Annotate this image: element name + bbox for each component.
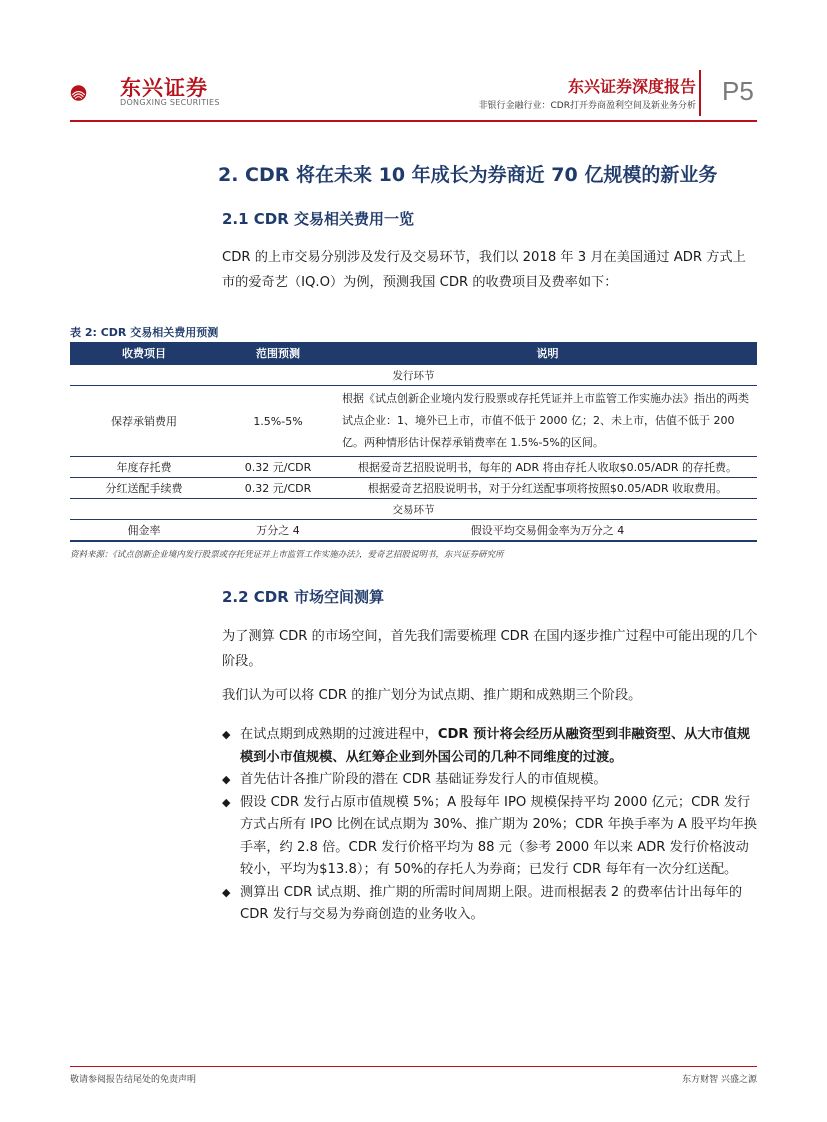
fee-range: 万分之 4 — [218, 520, 338, 542]
bullet-text: 在试点期到成熟期的过渡进程中， — [240, 727, 438, 742]
section-label-trade: 交易环节 — [70, 499, 757, 520]
fee-description: 根据爱奇艺招股说明书，每年的 ADR 将由存托人收取$0.05/ADR 的存托费。 — [338, 457, 757, 478]
table-caption: 表 2: CDR 交易相关费用预测 — [70, 326, 219, 339]
table-header-cell: 范围预测 — [218, 342, 338, 365]
fee-item: 佣金率 — [70, 520, 218, 542]
fee-description: 根据《试点创新企业境内发行股票或存托凭证并上市监管工作实施办法》指出的两类试点企业：1、境外已上市，市值不低于 2000 亿；2、未上市，估值不低于 200 亿。两种情形估计保荐承销费率在 1.5%-5%的区间。 — [338, 386, 757, 457]
report-title: 东兴证券深度报告 — [567, 77, 696, 96]
table-header-row — [70, 342, 757, 365]
bullet-diamond-icon: ◆ — [222, 795, 231, 809]
fee-item: 分红送配手续费 — [70, 478, 218, 499]
footer-disclaimer: 敬请参阅报告结尾处的免责声明 — [70, 1075, 197, 1085]
list-item — [222, 724, 758, 769]
footer-slogan: 东方财智 兴盛之源 — [682, 1075, 757, 1085]
bullet-text: 假设 CDR 发行占原市值规模 5%；A 股每年 IPO 规模保持平均 2000 亿元；CDR 发行方式占所有 IPO 比例在试点期为 30%、推广期为 20%；CDR 年换手率为 A 股平均年换手率，约 2.8 倍。CDR 发行价格平均为 88 元（参考 2000 年以来 ADR 发行价格波动较小，平均为$13.8）；有 50%的存托人为券商；已发行 CDR 每年有一次分红送配。 — [240, 794, 757, 877]
list-item — [222, 792, 758, 882]
list-item — [222, 769, 758, 792]
table-row — [70, 457, 757, 478]
list-item — [222, 882, 758, 927]
section-title: 2. CDR 将在未来 10 年成长为券商近 70 亿规模的新业务 — [218, 164, 718, 186]
page-number: P5 — [722, 76, 754, 106]
footer-rule — [70, 1066, 757, 1067]
header-rule — [70, 120, 757, 122]
fee-table — [70, 342, 757, 542]
bullet-diamond-icon: ◆ — [222, 773, 231, 786]
section-label-issue: 发行环节 — [70, 365, 757, 386]
subsection-title-2-2: 2.2 CDR 市场空间测算 — [222, 588, 385, 606]
header-divider — [699, 70, 701, 116]
fee-description: 假设平均交易佣金率为万分之 4 — [338, 520, 757, 542]
bullet-text: 首先估计各推广阶段的潜在 CDR 基础证券发行人的市值规模。 — [240, 772, 607, 787]
bullet-bold-text: CDR 预计将会经历从融资型到非融资型、从大市值规模到小市值规模、从红筹企业到外国公司的几种不同维度的过渡。 — [240, 727, 751, 765]
table-source-note: 资料来源：《试点创新企业境内发行股票或存托凭证并上市监管工作实施办法》，爱奇艺招股说明书，东兴证券研究所 — [70, 550, 504, 560]
assumption-list — [222, 724, 758, 927]
fee-range: 1.5%-5% — [218, 386, 338, 457]
bullet-diamond-icon: ◆ — [222, 728, 231, 741]
market-paragraph-2: 我们认为可以将 CDR 的推广划分为试点期、推广期和成熟期三个阶段。 — [222, 688, 642, 703]
table-header-cell: 说明 — [338, 342, 757, 365]
report-subtitle: 非银行金融行业：CDR打开券商盈利空间及新业务分析 — [478, 101, 696, 111]
logo-text-en: DONGXING SECURITIES — [120, 98, 220, 107]
fee-range: 0.32 元/CDR — [218, 478, 338, 499]
table-header-cell: 收费项目 — [70, 342, 218, 365]
table-row — [70, 478, 757, 499]
logo-text-cn: 东兴证券 — [120, 76, 208, 100]
fee-description: 根据爱奇艺招股说明书，对于分红送配事项将按照$0.05/ADR 收取费用。 — [338, 478, 757, 499]
subsection-title-2-1: 2.1 CDR 交易相关费用一览 — [222, 210, 415, 228]
company-logo-icon — [70, 70, 118, 116]
intro-paragraph: CDR 的上市交易分别涉及发行及交易环节，我们以 2018 年 3 月在美国通过 ADR 方式上市的爱奇艺（IQ.O）为例，预测我国 CDR 的收费项目及费率如下： — [222, 250, 746, 290]
fee-range: 0.32 元/CDR — [218, 457, 338, 478]
bullet-text: 测算出 CDR 试点期、推广期的所需时间周期上限。进而根据表 2 的费率估计出每年的 CDR 发行与交易为券商创造的业务收入。 — [240, 884, 743, 922]
market-paragraph-1: 为了测算 CDR 的市场空间，首先我们需要梳理 CDR 在国内逐步推广过程中可能出现的几个阶段。 — [222, 629, 758, 669]
table-row — [70, 520, 757, 542]
bullet-diamond-icon: ◆ — [222, 885, 231, 899]
table-section-row — [70, 365, 757, 386]
fee-item: 年度存托费 — [70, 457, 218, 478]
table-section-row — [70, 499, 757, 520]
table-row — [70, 386, 757, 457]
fee-item: 保荐承销费用 — [70, 386, 218, 457]
